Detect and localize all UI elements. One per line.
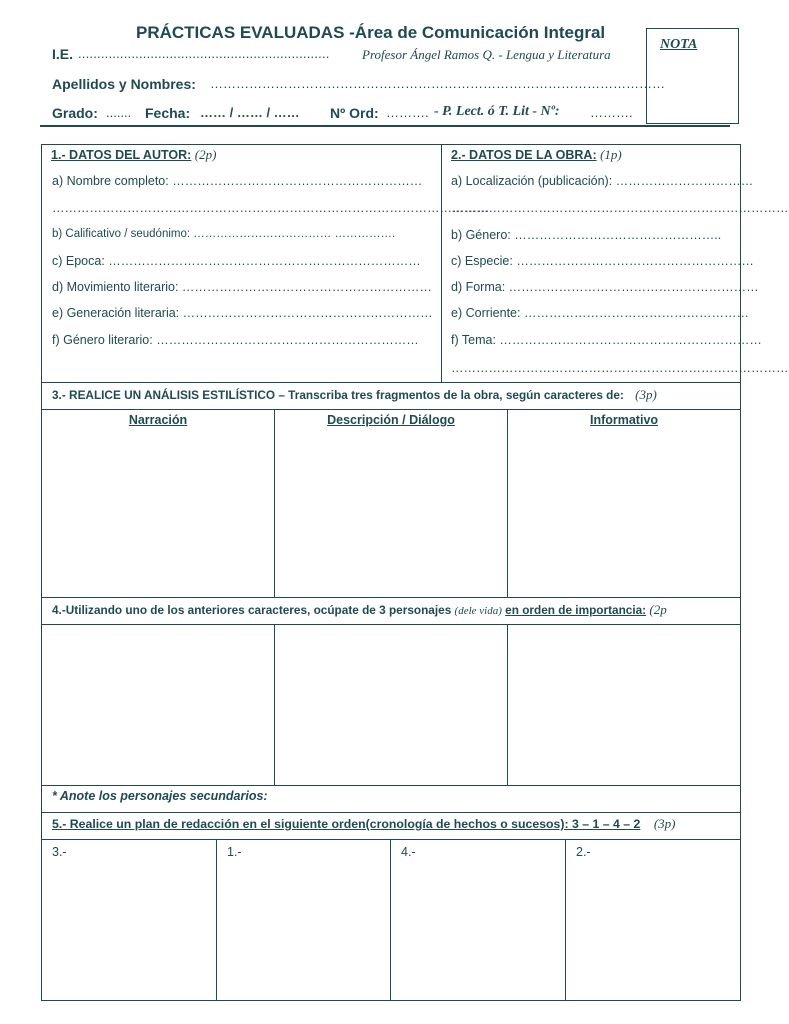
plan-cell-1[interactable] (216, 839, 391, 1001)
names-label: Apellidos y Nombres: (52, 76, 196, 92)
grado-field[interactable]: ....... (106, 105, 132, 120)
author-pseudonym-field[interactable]: b) Calificativo / seudónimo: ……………………………… ……………. (52, 228, 396, 240)
plan-cell-3[interactable] (41, 839, 217, 1001)
narration-cell[interactable] (41, 409, 275, 598)
work-location-field[interactable]: a) Localización (publicación): …………………………… (451, 174, 754, 188)
section-1-points: (2p) (194, 147, 217, 162)
ie-label: I.E. (52, 46, 74, 62)
fecha-field[interactable]: …… / …… / …… (200, 105, 300, 120)
section-3-points: (3p) (635, 387, 657, 402)
page-title: PRÁCTICAS EVALUADAS -Área de Comunicación Integral (136, 23, 606, 42)
plan-cell-1-label: 1.- (227, 845, 242, 859)
plan-cell-4[interactable] (390, 839, 566, 1001)
section-4-points: (2p (649, 602, 667, 617)
plan-cell-2-label: 2.- (576, 845, 591, 859)
description-dialogue-cell[interactable] (274, 409, 508, 598)
author-movement-field[interactable]: d) Movimiento literario: …………………………………………………… (52, 280, 432, 294)
section-1-title: 1.- DATOS DEL AUTOR: (2p) (51, 147, 217, 162)
section-2-points: (1p) (600, 147, 622, 162)
nota-label: NOTA (660, 37, 698, 52)
work-current-field[interactable]: e) Corriente: ……………………………………………… (451, 306, 749, 320)
character-1-cell[interactable] (41, 624, 275, 786)
plan-cell-3-label: 3.- (52, 845, 67, 859)
work-theme-field-line2[interactable]: ……………………………………………………………………… (451, 361, 789, 375)
section-3-title: 3.- REALICE UN ANÁLISIS ESTILÍSTICO – Transcriba tres fragmentos de la obra, según caracteres de: (3p) (52, 387, 657, 402)
names-field[interactable]: …………………………………………………………………………………………… (210, 76, 665, 91)
section-5-points: (3p) (653, 816, 676, 831)
section-5-title: 5.- Realice un plan de redacción en el siguiente orden(cronología de hechos o sucesos): 3 – 1 – 4 – 2 (3p) (52, 816, 676, 831)
work-genre-field[interactable]: b) Género: ………………………………………….. (451, 228, 722, 242)
plan-cell-4-label: 4.- (401, 845, 416, 859)
plect-field[interactable]: ………. (590, 105, 633, 120)
character-2-cell[interactable] (274, 624, 508, 786)
plan-cell-2[interactable] (565, 839, 741, 1001)
header-rule (40, 125, 730, 127)
teacher-name: Profesor Ángel Ramos Q. - Lengua y Literatura (362, 47, 611, 62)
author-generation-field[interactable]: e) Generación literaria: …………………………………………………… (52, 306, 433, 320)
narration-header: Narración (128, 413, 188, 427)
informative-cell[interactable] (507, 409, 741, 598)
description-dialogue-header: Descripción / Diálogo (327, 413, 455, 427)
author-name-field[interactable]: a) Nombre completo: …………………………………………………… (52, 174, 423, 188)
nord-label: Nº Ord: (330, 105, 379, 121)
work-form-field[interactable]: d) Forma: …………………………………………………… (451, 280, 759, 294)
grado-label: Grado: (52, 105, 98, 121)
ie-field[interactable]: .................................................................. (78, 46, 330, 61)
work-theme-field[interactable]: f) Tema: ……………………………………………………… (451, 333, 762, 347)
section-4-title: 4.-Utilizando uno de los anteriores caracteres, ocúpate de 3 personajes (dele vida) en orden de importancia: (2p (52, 602, 667, 617)
work-species-field[interactable]: c) Especie: ………………………………………………… (451, 254, 754, 268)
section-4-note: (dele vida) (454, 605, 502, 617)
section-2-title: 2.- DATOS DE LA OBRA: (1p) (451, 147, 622, 162)
author-name-field-line2[interactable]: …………………………………………………………………………………………… (52, 201, 490, 215)
secondary-characters-label: * Anote los personajes secundarios: (52, 789, 268, 803)
author-epoch-field[interactable]: c) Epoca: ………………………………………………………………… (52, 254, 421, 268)
author-genre-field[interactable]: f) Género literario: ……………………………………………………… (52, 333, 419, 347)
fecha-label: Fecha: (145, 105, 191, 121)
informative-header: Informativo (589, 413, 659, 427)
character-3-cell[interactable] (507, 624, 741, 786)
nord-field[interactable]: ………. (386, 105, 429, 120)
work-location-field-line2[interactable]: ……………………………………………………………………… (451, 201, 789, 215)
plect-label: - P. Lect. ó T. Lit - Nº: (434, 104, 560, 119)
